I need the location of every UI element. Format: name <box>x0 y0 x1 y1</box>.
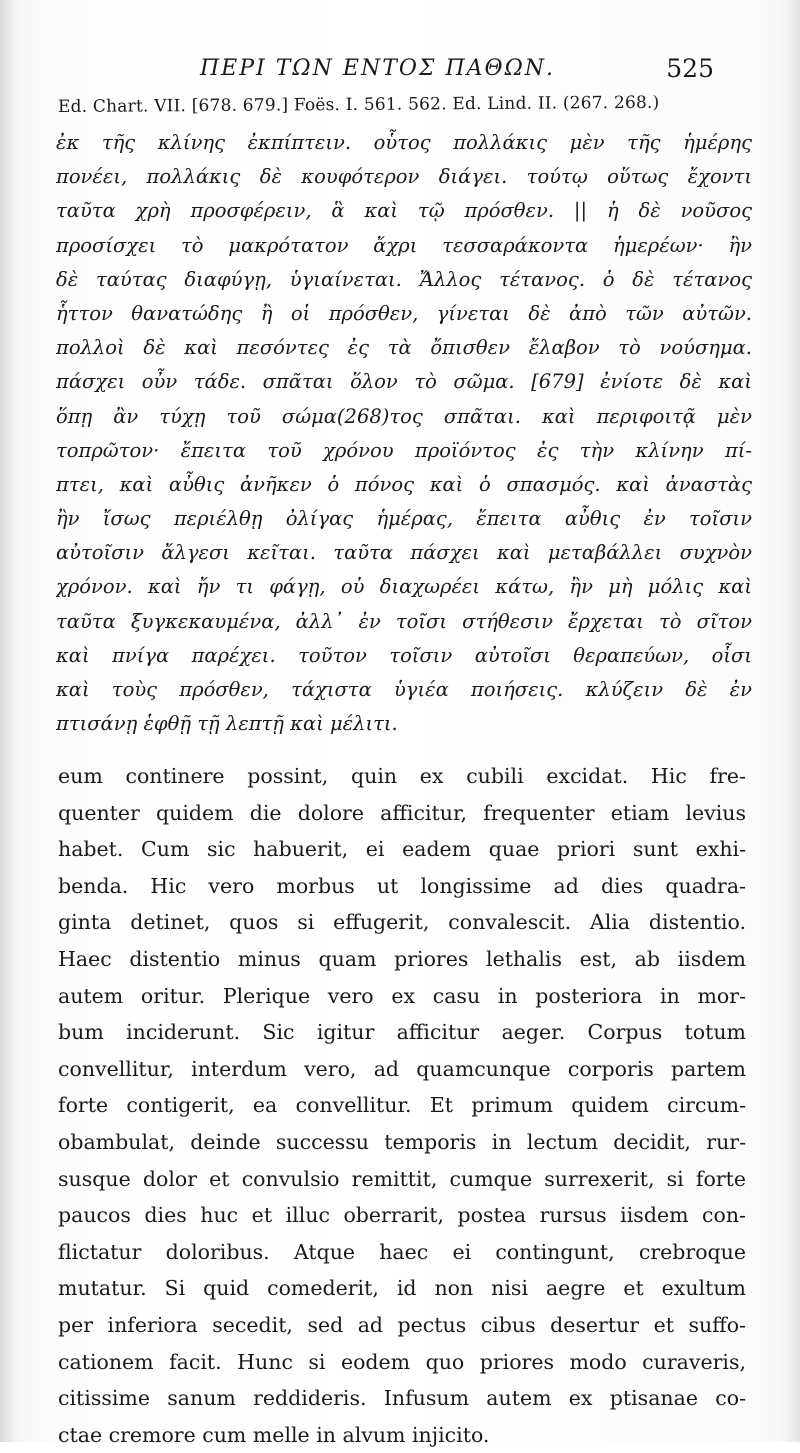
latin-line: habet. Cum sic habuerit, ei eadem quae priori sunt exhi- <box>58 837 746 862</box>
latin-line: bum inciderunt. Sic igitur afficitur aeger. Corpus totum <box>58 1020 746 1045</box>
running-head <box>0 52 800 88</box>
greek-line: πάσχει οὖν τάδε. σπᾶται ὅλον τὸ σῶμα. [679] ἐνίοτε δὲ καὶ <box>56 370 752 394</box>
greek-line: ταῦτα χρὴ προσφέρειν, ἃ καὶ τῷ πρόσθεν. || ἡ δὲ νοῦσος <box>56 199 752 223</box>
latin-line: quenter quidem die dolore afficitur, frequenter etiam levius <box>58 800 746 825</box>
latin-line: forte contigerit, ea convellitur. Et primum quidem circum- <box>58 1093 746 1118</box>
latin-line: cationem facit. Hunc si eodem quo priores modo curaveris, <box>58 1349 746 1374</box>
page-number: 525 <box>666 54 714 83</box>
greek-line: ταῦτα ξυγκεκαυμένα, ἀλλ᾽ ἐν τοῖσι στήθεσιν ἔρχεται τὸ σῖτον <box>56 609 752 633</box>
greek-line: ἧττον θανατώδης ἢ οἱ πρόσθεν, γίνεται δὲ ἀπὸ τῶν αὐτῶν. <box>56 301 752 325</box>
latin-line: benda. Hic vero morbus ut longissime ad dies quadra- <box>58 873 746 898</box>
greek-line: τοπρῶτον· ἔπειτα τοῦ χρόνου προϊόντος ἐς τὴν κλίνην πί- <box>56 438 752 462</box>
greek-text-block <box>56 126 752 741</box>
latin-line: per inferiora secedit, sed ad pectus cibus desertur et suffo- <box>58 1312 746 1337</box>
edition-reference-line: Ed. Chart. VII. [678. 679.] Foës. I. 561. 562. Ed. Lind. II. (267. 268.) <box>57 92 660 117</box>
greek-line: πονέει, πολλάκις δὲ κουφότερον διάγει. τούτῳ οὕτως ἔχοντι <box>56 165 752 189</box>
greek-line: καὶ τοὺς πρόσθεν, τάχιστα ὑγιέα ποιήσεις. κλύζειν δὲ ἐν <box>56 678 752 701</box>
running-title: ΠΕΡΙ ΤΩΝ ΕΝΤΟΣ ΠΑΘΩΝ. <box>200 56 556 81</box>
latin-line: citissime sanum reddideris. Infusum autem ex ptisanae co- <box>58 1386 746 1411</box>
greek-line: ὅπῃ ἂν τύχῃ τοῦ σώμα(268)τος σπᾶται. καὶ περιφοιτᾷ μὲν <box>56 404 752 428</box>
greek-line: αὐτοῖσιν ἄλγεσι κεῖται. ταῦτα πάσχει καὶ μεταβάλλει συχνὸν <box>56 541 752 565</box>
greek-line: πτει, καὶ αὖθις ἀνῆκεν ὁ πόνος καὶ ὁ σπασμός. καὶ ἀναστὰς <box>56 472 752 496</box>
greek-line: πολλοὶ δὲ καὶ πεσόντες ἐς τὰ ὄπισθεν ἔλαβον τὸ νούσημα. <box>56 336 752 360</box>
latin-line-last: ctae cremore cum melle in alvum injicito. <box>58 1422 490 1447</box>
page-gutter-shadow <box>0 0 14 1442</box>
latin-line: susque dolor et convulsio remittit, cumque surrexerit, si forte <box>58 1166 746 1191</box>
latin-line: ginta detinet, quos si effugerit, convalescit. Alia distentio. <box>58 910 746 935</box>
greek-line: χρόνον. καὶ ἤν τι φάγῃ, οὐ διαχωρέει κάτω, ἢν μὴ μόλις καὶ <box>56 575 752 599</box>
greek-line: προσίσχει τὸ μακρότατον ἄχρι τεσσαράκοντα ἡμερέων· ἢν <box>56 233 752 257</box>
latin-text-block <box>58 758 746 1453</box>
greek-line: καὶ πνίγα παρέχει. τοῦτον τοῖσιν αὐτοῖσι θεραπεύων, οἷσι <box>56 643 752 667</box>
latin-line: eum continere possint, quin ex cubili excidat. Hic fre- <box>58 764 746 788</box>
latin-line: obambulat, deinde successu temporis in lectum decidit, rur- <box>58 1129 746 1154</box>
greek-line: δὲ ταύτας διαφύγῃ, ὑγιαίνεται. Ἄλλος τέτανος. ὁ δὲ τέτανος <box>56 267 752 291</box>
latin-line: autem oritur. Plerique vero ex casu in posteriora in mor- <box>58 983 746 1008</box>
latin-line: convellitur, interdum vero, ad quamcunque corporis partem <box>58 1056 746 1081</box>
latin-line: paucos dies huc et illuc oberrarit, postea rursus iisdem con- <box>58 1203 746 1228</box>
greek-line: ἢν ἴσως περιέλθῃ ὀλίγας ἡμέρας, ἔπειτα αὖθις ἐν τοῖσιν <box>56 507 752 531</box>
latin-line: flictatur doloribus. Atque haec ei contingunt, crebroque <box>58 1239 746 1264</box>
greek-line-last: πτισάνῃ ἑφθῇ τῇ λεπτῇ καὶ μέλιτι. <box>56 712 398 736</box>
latin-line: Haec distentio minus quam priores lethalis est, ab iisdem <box>58 946 746 971</box>
greek-line: ἐκ τῆς κλίνης ἐκπίπτειν. οὗτος πολλάκις μὲν τῆς ἡμέρης <box>56 131 752 154</box>
page-edge-shadow <box>786 0 800 1442</box>
latin-line: mutatur. Si quid comederit, id non nisi aegre et exultum <box>58 1276 746 1301</box>
